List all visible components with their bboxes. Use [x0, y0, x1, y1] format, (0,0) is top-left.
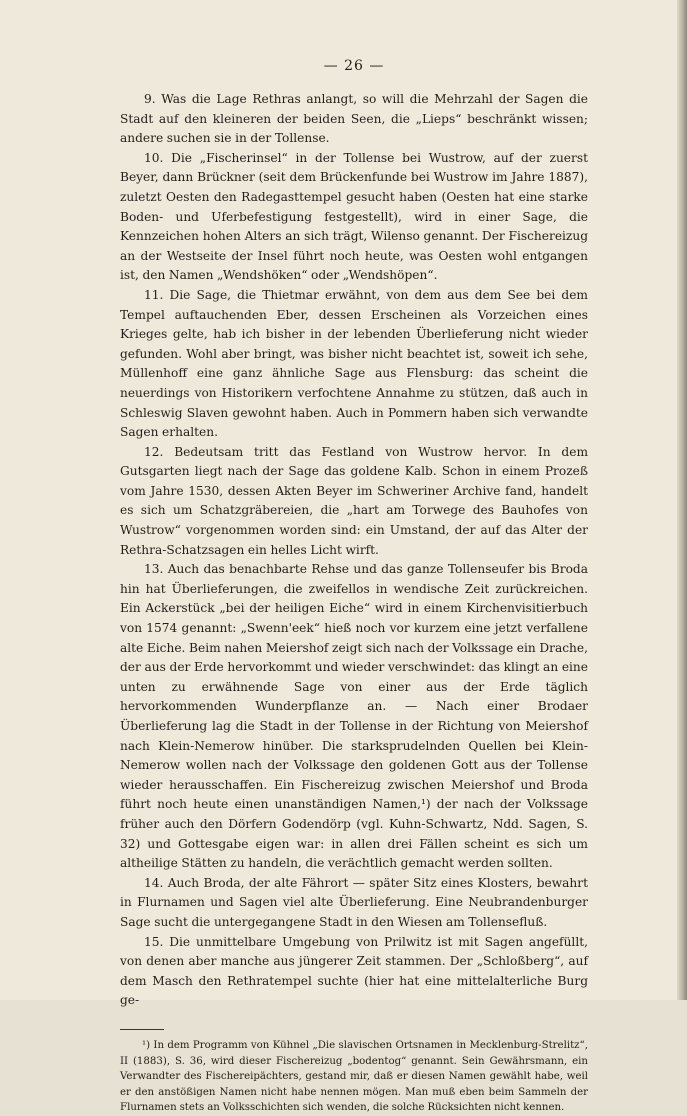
page-number: — 26 —	[323, 58, 385, 74]
paragraph-9: 9. Was die Lage Rethras anlangt, so will die Mehrzahl der Sagen die Stadt auf den kleineren der beiden Seen, die „Lieps“ beschränkt wissen; andere suchen sie in der Tollense.	[120, 92, 588, 146]
page-edge-shadow	[677, 0, 687, 1000]
paragraph-12: 12. Bedeutsam tritt das Festland von Wustrow hervor. In dem Gutsgarten liegt nach der Sage das goldene Kalb. Schon in einem Prozeß vom Jahre 1530, dessen Akten Beyer im Schweriner Archive fand, handelt es sich um Schatzgräbereien, die „hart am Torwege des Bauhofes von Wustrow“ vorgenommen worden sind: ein Umstand, der auf das Alter der Rethra-Schatzsagen ein helles Licht wirft.	[120, 444, 588, 557]
paragraph-11: 11. Die Sage, die Thietmar erwähnt, von dem aus dem See bei dem Tempel auftauchenden Eber, dessen Erscheinen als Vorzeichen eines Krieges gelte, hab ich bisher in der lebenden Überlieferung nicht wieder gefunden. Wohl aber bringt, was bisher nicht beachtet ist, soweit ich sehe, Müllenhoff eine ganz ähnliche Sage aus Flensburg: das scheint die neuerdings von Historikern verfochtene Annahme zu stützen, daß auch in Schleswig Slaven gewohnt haben. Auch in Pommern haben sich verwandte Sagen erhalten.	[120, 287, 588, 440]
footnote: ¹) In dem Programm von Kühnel „Die slavischen Ortsnamen in Mecklenburg-Strelitz“, II (1883), S. 36, wird dieser Fischereizug „bodentog“ genannt. Sein Gewährsmann, ein Verwandter des Fischereipächters, gestand mir, daß er diesen Namen gewählt habe, weil er den anstößigen Namen nicht habe nennen mögen. Man muß eben beim Sammeln der Flurnamen stets an Volksschichten sich wenden, die solche Rücksichten nicht kennen.	[120, 1039, 588, 1114]
footnote-divider	[120, 1029, 164, 1030]
page-content	[120, 58, 588, 1116]
paragraph-14: 14. Auch Broda, der alte Fährort — später Sitz eines Klosters, bewahrt in Flurnamen und Sagen viel alte Überlieferung. Eine Neubrandenburger Sage sucht die untergegangene Stadt in den Wiesen am Tollensefluß.	[120, 875, 588, 929]
paragraph-13: 13. Auch das benachbarte Rehse und das ganze Tollenseufer bis Broda hin hat Überlieferungen, die zweifellos in wendische Zeit zurückreichen. Ein Ackerstück „bei der heiligen Eiche“ wird in einem Kirchenvisitierbuch von 1574 genannt: „Swenn'eek“ hieß noch vor kurzem eine jetzt verfallene alte Eiche. Beim nahen Meiershof zeigt sich nach der Volkssage ein Drache, der aus der Erde hervorkommt und wieder verschwindet: das klingt an eine unten zu erwähnende Sage von einer aus der Erde täglich hervorkommenden Wunderpflanze an. — Nach einer Brodaer Überlieferung lag die Stadt in der Tollense in der Richtung von Meiershof nach Klein-Nemerow hinüber. Die starksprudelnden Quellen bei Klein-Nemerow wollen nach der Volkssage den goldenen Gott aus der Tollense wieder herausschaffen. Ein Fischereizug zwischen Meiershof und Broda führt noch heute einen unanständigen Namen,¹) der nach der Volkssage früher auch den Dörfern Godendörp (vgl. Kuhn-Schwartz, Ndd. Sagen, S. 32) und Gottesgabe eigen war: in allen drei Fällen scheint es sich um altheilige Stätten zu handeln, die verächtlich gemacht werden sollten.	[120, 562, 588, 871]
paragraph-15: 15. Die unmittelbare Umgebung von Prilwitz ist mit Sagen angefüllt, von denen aber manche aus jüngerer Zeit stammen. Der „Schloßberg“, auf dem Masch den Rethratempel suchte (hier hat eine mittelalterliche Burg ge-	[120, 934, 588, 1008]
paragraph-10: 10. Die „Fischerinsel“ in der Tollense bei Wustrow, auf der zuerst Beyer, dann Brückner (seit dem Brückenfunde bei Wustrow im Jahre 1887), zuletzt Oesten den Radegasttempel gesucht haben (Oesten hat eine starke Boden- und Uferbefestigung festgestellt), wird in einer Sage, die Kennzeichen hohen Alters an sich trägt, Wilenso genannt. Der Fischereizug an der Westseite der Insel führt noch heute, was Oesten wohl entgangen ist, den Namen „Wendshöken“ oder „Wendshöpen“.	[120, 150, 588, 283]
